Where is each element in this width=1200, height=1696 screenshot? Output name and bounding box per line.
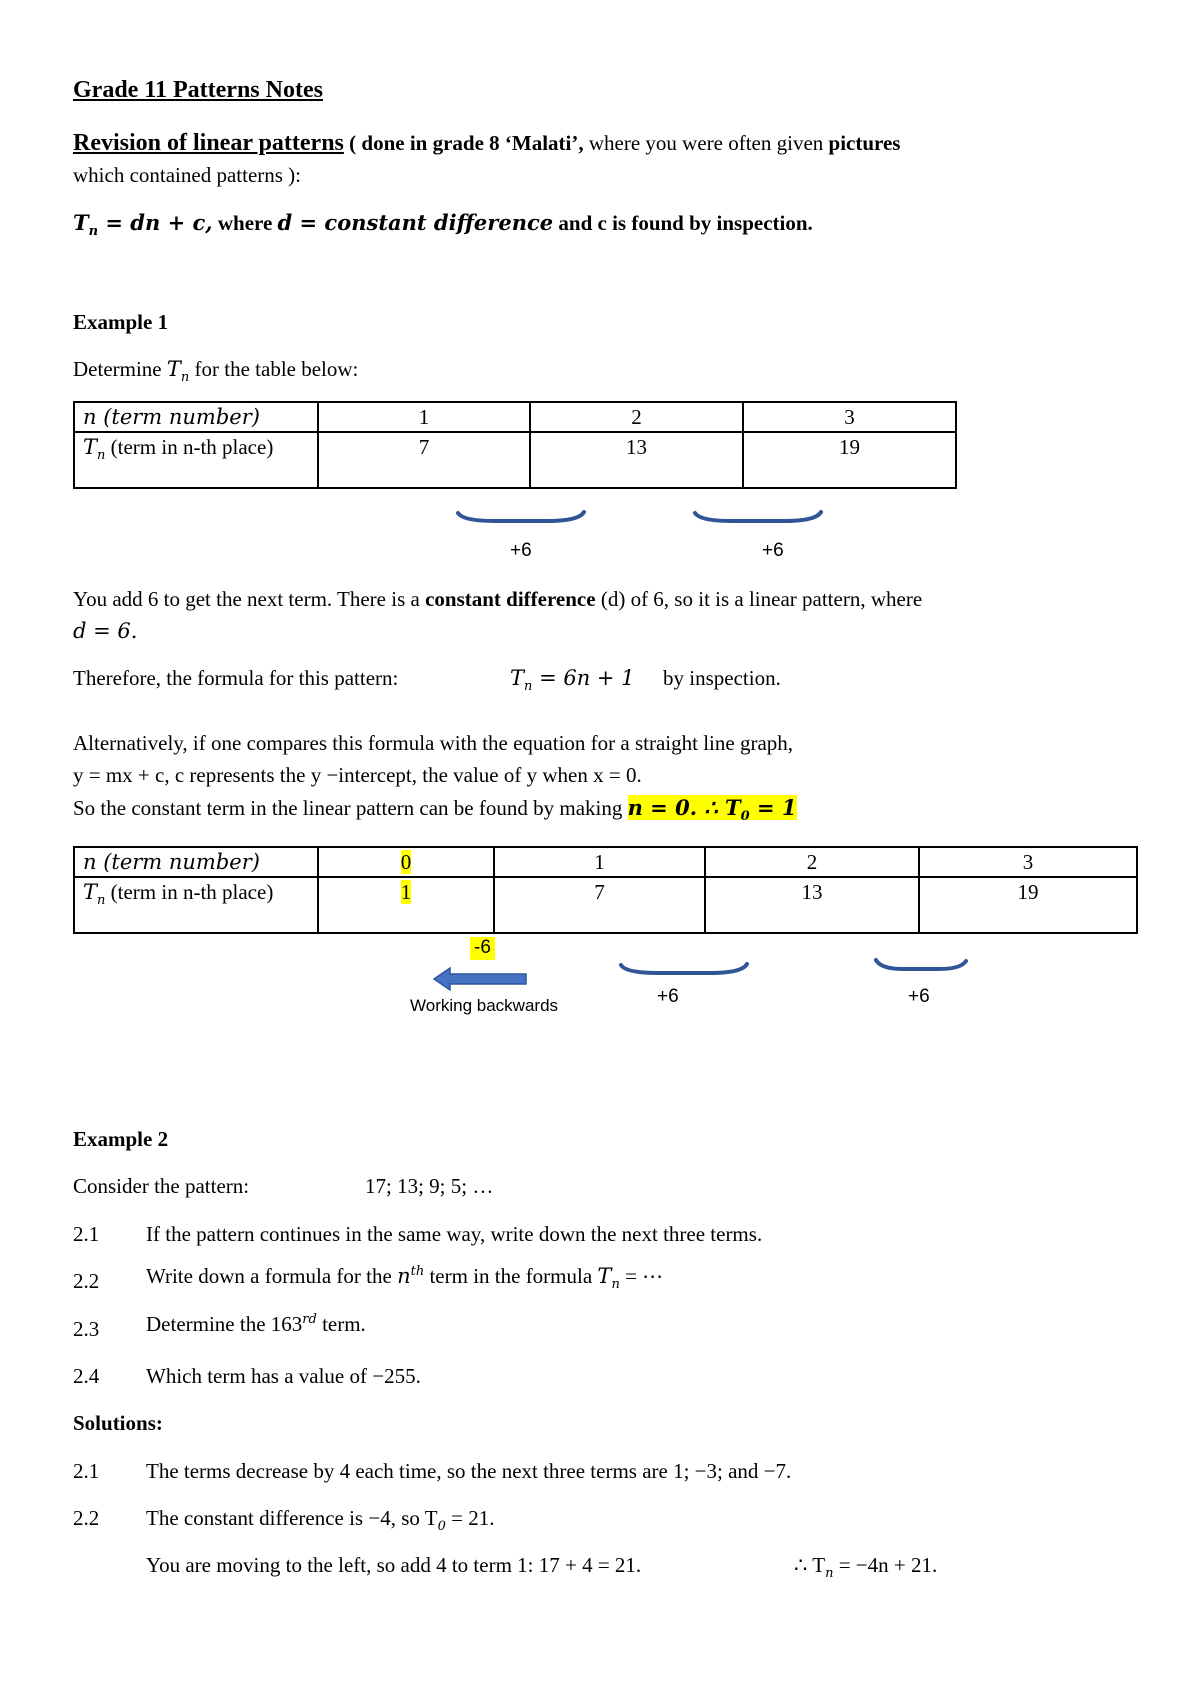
question-text xyxy=(146,1312,366,1337)
alternatively-line-2: y = mx + c, c represents the y −intercept, the value of y when x = 0. xyxy=(73,763,642,787)
table-cell: 13 xyxy=(530,432,743,488)
brace-icon xyxy=(618,960,750,978)
difference-label: +6 xyxy=(657,986,679,1007)
result-rhs: = 6n + 1 xyxy=(532,666,635,690)
highlight-cell: 1 xyxy=(400,880,412,905)
table-cell: n (term number) xyxy=(74,402,318,432)
solution-text xyxy=(146,1506,494,1535)
brace-icon xyxy=(873,956,969,974)
question-number: 2.4 xyxy=(73,1364,100,1388)
q22-T: T xyxy=(597,1264,612,1288)
alt3-post: = 1 xyxy=(749,795,797,820)
final-sub: n xyxy=(825,1566,834,1582)
table-cell: n (term number) xyxy=(74,847,318,877)
final-T: ∴ T xyxy=(794,1553,826,1577)
question-number: 2.3 xyxy=(73,1317,100,1341)
table-cell: 19 xyxy=(919,877,1137,933)
s22-sub: 0 xyxy=(437,1519,446,1535)
question-number: 2.1 xyxy=(73,1222,100,1246)
minus-six-label: -6 xyxy=(470,937,495,960)
para-b: constant difference xyxy=(425,587,596,611)
highlight-n-zero xyxy=(627,795,797,825)
table-cell: 1 xyxy=(318,402,530,432)
table-cell: 2 xyxy=(530,402,743,432)
question-text: Which term has a value of −255. xyxy=(146,1364,421,1388)
difference-label: +6 xyxy=(762,540,784,561)
formula-where: where xyxy=(212,211,278,235)
alt3-sub: 0 xyxy=(740,809,750,825)
consider-label: Consider the pattern: xyxy=(73,1174,250,1198)
formula-eq: = dn + c, xyxy=(98,210,213,235)
table-cell: 13 xyxy=(705,877,919,933)
page-title: Grade 11 Patterns Notes xyxy=(73,77,323,103)
final-rhs: = −4n + 21. xyxy=(833,1553,938,1577)
paren-open: ( xyxy=(343,131,362,155)
alternatively-line-1: Alternatively, if one compares this formula with the equation for a straight line graph, xyxy=(73,731,794,755)
label-sub: n xyxy=(97,448,106,464)
result-sub: n xyxy=(524,679,533,695)
table-cell: 3 xyxy=(743,402,956,432)
question-number: 2.2 xyxy=(73,1269,100,1293)
where-text: where you were often given xyxy=(583,131,829,155)
table-cell xyxy=(74,432,318,488)
table-cell xyxy=(318,877,494,933)
solution-number: 2.1 xyxy=(73,1459,100,1483)
q22-n: n xyxy=(397,1264,411,1288)
solution-number: 2.2 xyxy=(73,1506,100,1530)
general-formula xyxy=(73,210,813,240)
s22-a: The constant difference is −4, so T xyxy=(146,1506,438,1530)
difference-label: +6 xyxy=(908,986,930,1007)
solution-text: The terms decrease by 4 each time, so the next three terms are 1; −3; and −7. xyxy=(146,1459,792,1483)
instr-post: for the table below: xyxy=(189,357,359,381)
pattern-sequence: 17; 13; 9; 5; … xyxy=(365,1174,494,1198)
question-text: If the pattern continues in the same way, write down the next three terms. xyxy=(146,1222,763,1246)
table-1-row-n xyxy=(74,402,956,432)
table-cell: 7 xyxy=(318,432,530,488)
pictures-word: pictures xyxy=(828,131,901,155)
q22-sup: th xyxy=(410,1264,425,1279)
label-T: T xyxy=(83,880,98,905)
table-cell: 3 xyxy=(919,847,1137,877)
instr-pre: Determine xyxy=(73,357,167,381)
table-cell xyxy=(318,847,494,877)
table-1 xyxy=(73,401,957,489)
formula-post: by inspection. xyxy=(663,666,781,690)
alt3-pre: So the constant term in the linear pattern can be found by making xyxy=(73,796,628,820)
q22-sub: n xyxy=(611,1277,620,1293)
s22-b: = 21. xyxy=(445,1506,495,1530)
paragraph-constant-difference xyxy=(73,587,922,612)
para-a: You add 6 to get the next term. There is a xyxy=(73,587,426,611)
highlight-cell: 0 xyxy=(400,850,412,874)
example-1-heading: Example 1 xyxy=(73,310,169,334)
table-cell: 7 xyxy=(494,877,705,933)
q22-b: term in the formula xyxy=(424,1264,598,1288)
done-text: done in grade 8 ‘Malati’, xyxy=(361,131,584,155)
formula-T: T xyxy=(73,210,89,235)
table-cell xyxy=(74,877,318,933)
q22-c: = ⋯ xyxy=(619,1264,664,1288)
result-T: T xyxy=(510,666,525,690)
table-cell: 1 xyxy=(494,847,705,877)
formula-pre: Therefore, the formula for this pattern: xyxy=(73,666,399,690)
label-rest: (term in n-th place) xyxy=(105,880,274,905)
revision-heading: Revision of linear patterns xyxy=(73,130,344,156)
solution-final-formula xyxy=(794,1553,937,1582)
q23-b: term. xyxy=(316,1312,366,1336)
formula-rest: and c is found by inspection. xyxy=(553,211,813,235)
instr-T: T xyxy=(166,357,181,381)
paragraph-d-value: d = 6. xyxy=(73,619,138,643)
instr-sub: n xyxy=(180,370,190,386)
example-1-instruction xyxy=(73,357,358,386)
q23-a: Determine the 163 xyxy=(146,1312,303,1336)
difference-label: +6 xyxy=(510,540,532,561)
left-arrow-icon xyxy=(432,966,528,992)
q22-a: Write down a formula for the xyxy=(146,1264,398,1288)
table-cell: 19 xyxy=(743,432,956,488)
formula-sub: n xyxy=(88,224,99,240)
working-backwards-label: Working backwards xyxy=(410,996,559,1015)
formula-d: d = constant difference xyxy=(277,210,554,235)
formula-result xyxy=(510,666,635,695)
revision-line-1 xyxy=(73,129,900,158)
example-2-heading: Example 2 xyxy=(73,1127,169,1151)
brace-icon xyxy=(455,508,587,526)
alternatively-line-3 xyxy=(73,795,797,825)
question-text xyxy=(146,1264,663,1293)
solutions-heading: Solutions: xyxy=(73,1411,163,1435)
table-2 xyxy=(73,846,1138,934)
label-T: T xyxy=(83,435,98,460)
table-cell: 2 xyxy=(705,847,919,877)
solution-line-3: You are moving to the left, so add 4 to term 1: 17 + 4 = 21. xyxy=(146,1553,642,1577)
table-2-row-n xyxy=(74,847,1137,877)
table-2-row-t xyxy=(74,877,1137,933)
q23-sup: rd xyxy=(302,1312,317,1327)
brace-icon xyxy=(692,508,824,526)
alt3-hl: n = 0. ∴ T xyxy=(627,795,741,820)
label-sub: n xyxy=(97,893,106,909)
para-c: (d) of 6, so it is a linear pattern, where xyxy=(595,587,923,611)
label-rest: (term in n-th place) xyxy=(105,435,274,460)
table-1-row-t xyxy=(74,432,956,488)
revision-line-2: which contained patterns ): xyxy=(73,163,302,187)
